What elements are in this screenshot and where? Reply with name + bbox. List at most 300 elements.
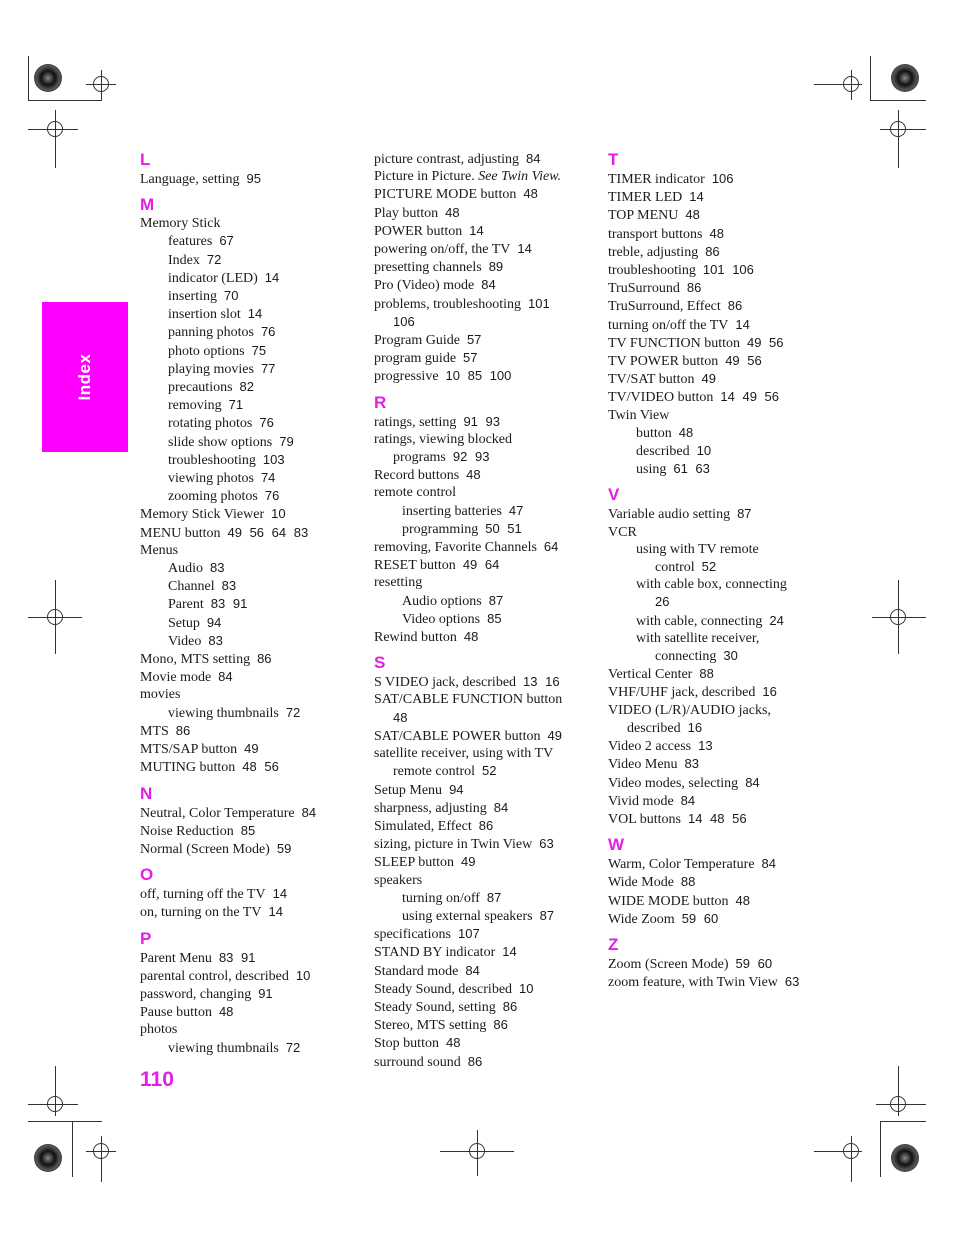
index-column-2 [374, 150, 604, 1071]
index-entry [374, 204, 604, 222]
index-entry [374, 745, 604, 762]
index-entry-pages: 26 [655, 594, 670, 610]
index-entry-term: POWER button [374, 223, 463, 239]
index-entry-pages: 101 106 [702, 262, 754, 278]
index-entry [140, 614, 370, 632]
index-entry [374, 1016, 604, 1034]
index-entry [374, 1053, 604, 1071]
index-entry-pages: 61 63 [673, 461, 710, 477]
index-entry-term: TIMER indicator [608, 172, 705, 187]
index-section [140, 150, 370, 188]
index-entry [608, 683, 838, 701]
index-entry-term: Play button [374, 205, 439, 221]
index-entry [374, 222, 604, 240]
index-entry-term: playing movies [168, 361, 254, 377]
index-entry-pages: 14 49 56 [720, 389, 779, 405]
index-section [608, 485, 838, 828]
index-entry-pages: 67 [219, 233, 234, 249]
index-entry-term: Picture in Picture. [374, 169, 475, 185]
index-entry-term: problems, troubleshooting [374, 296, 521, 312]
index-entry [374, 484, 604, 501]
index-entry [140, 396, 370, 414]
index-entry-term: programming [402, 521, 479, 537]
index-entry [374, 520, 604, 538]
index-entry [374, 853, 604, 871]
index-entry [608, 225, 838, 243]
index-entry-pages: 57 [463, 350, 478, 366]
index-entry-pages: 76 [259, 415, 274, 431]
index-entry-term: Audio [168, 561, 203, 577]
index-entry-term: program guide [374, 351, 457, 367]
index-entry-pages: 84 [526, 151, 541, 166]
index-entry-pages: 86 [493, 1017, 508, 1033]
index-entry [140, 949, 370, 967]
index-entry [608, 702, 838, 719]
index-entry-term: insertion slot [168, 307, 241, 323]
index-entry-term: TOP MENU [608, 208, 679, 224]
index-entry-term: with cable, connecting [636, 613, 763, 629]
section-letter-heading: O [140, 865, 154, 885]
index-entry-term: Parent Menu [140, 950, 212, 966]
index-entry-pages: 94 [206, 614, 222, 630]
index-entry-term: Normal (Screen Mode) [140, 841, 270, 857]
index-entry [374, 592, 604, 610]
index-entry-term: password, changing [140, 986, 252, 1002]
index-entry-term: viewing thumbnails [168, 705, 279, 721]
index-entry-pages: 49 [547, 727, 562, 743]
index-entry-pages: 86 [257, 651, 272, 667]
index-entry-term: TV/SAT button [608, 372, 695, 388]
index-entry [608, 576, 838, 593]
index-section [608, 835, 838, 928]
index-entry-pages: 24 [769, 612, 784, 628]
index-entry-pages: 87 [737, 506, 752, 522]
index-entry [608, 855, 838, 873]
index-entry-pages: 83 [221, 578, 237, 594]
index-entry-term: S VIDEO jack, described [374, 675, 517, 691]
index-entry-term: speakers [374, 872, 423, 888]
index-entry-pages: 88 [680, 874, 696, 890]
index-entry [140, 1003, 370, 1021]
index-entry-pages: 86 [467, 1053, 483, 1069]
index-entry-term: Channel [168, 579, 215, 595]
index-entry [608, 424, 838, 442]
index-entry-term: Vivid mode [608, 793, 674, 809]
index-entry-pages: 83 91 [210, 596, 248, 612]
index-entry-pages: 63 [784, 974, 800, 990]
index-entry [608, 612, 838, 630]
index-entry-pages: 52 [701, 559, 717, 575]
index-entry [608, 973, 838, 991]
index-entry-pages: 85 [487, 610, 502, 626]
index-entry [140, 323, 370, 341]
index-entry-pages: 70 [224, 288, 239, 304]
index-entry-term: sizing, picture in Twin View [374, 837, 533, 853]
index-entry [140, 822, 370, 840]
index-entry-term: Memory Stick [140, 216, 221, 232]
index-entry [608, 297, 838, 315]
index-entry-pages: 48 [218, 1004, 234, 1020]
index-entry-term: Menus [140, 542, 179, 558]
index-entry-term: turning on/off [402, 890, 480, 906]
index-entry-term: Wide Mode [608, 875, 674, 891]
index-entry-term: Pause button [140, 1005, 212, 1021]
index-entry [374, 331, 604, 349]
index-entry-term: VHF/UHF jack, described [608, 685, 756, 701]
index-entry-pages: 48 [709, 225, 724, 241]
index-entry [608, 558, 838, 576]
index-entry [140, 967, 370, 985]
index-entry [374, 349, 604, 367]
index-entry-pages: 106 [393, 313, 415, 329]
index-entry [374, 1034, 604, 1052]
index-entry-pages: 92 93 [452, 449, 490, 465]
index-entry [140, 414, 370, 432]
index-entry-pages: 84 [465, 962, 480, 978]
index-entry-term: Variable audio setting [608, 507, 731, 523]
index-entry-term: programs [393, 450, 446, 466]
index-entry-pages: 87 [539, 907, 555, 923]
index-entry-term: Language, setting [140, 172, 240, 187]
index-entry [608, 630, 838, 647]
index-entry-pages: 14 [689, 189, 704, 205]
index-entry-term: progressive [374, 369, 439, 385]
index-entry-term: Wide Zoom [608, 911, 675, 927]
index-entry [140, 360, 370, 378]
index-entry-term: Parent [168, 597, 204, 613]
index-entry [140, 577, 370, 595]
index-entry-pages: 14 [268, 904, 283, 920]
index-entry [608, 873, 838, 891]
index-entry [374, 799, 604, 817]
index-entry [608, 279, 838, 297]
index-entry-pages: 48 56 [242, 759, 279, 775]
index-entry-term: Movie mode [140, 670, 212, 686]
index-entry [608, 541, 838, 558]
index-entry [140, 1021, 370, 1038]
index-entry-term: photo options [168, 343, 245, 359]
index-entry-pages: 86 [727, 298, 743, 314]
index-entry [374, 872, 604, 889]
index-entry [374, 295, 604, 313]
section-letter-heading: S [374, 653, 386, 673]
index-entry [374, 574, 604, 591]
index-entry-pages: 89 [488, 259, 504, 275]
index-entry-pages: 47 [508, 502, 524, 518]
index-entry [374, 276, 604, 294]
index-entry-term: zoom feature, with Twin View [608, 975, 778, 991]
index-entry [140, 378, 370, 396]
index-entry-pages: 76 [260, 324, 276, 340]
index-entry [608, 261, 838, 279]
index-entry-term: turning on/off the TV [608, 317, 729, 333]
index-entry-term: precautions [168, 380, 233, 396]
index-entry [374, 817, 604, 835]
index-entry-pages: 83 [210, 560, 225, 576]
index-entry-term: picture contrast, adjusting [374, 152, 520, 167]
index-entry-term: troubleshooting [168, 452, 256, 468]
index-entry-pages: 74 [260, 470, 276, 486]
index-entry-pages: 88 [699, 666, 714, 682]
index-entry-term: viewing thumbnails [168, 1040, 279, 1056]
index-entry-pages: 84 [680, 792, 696, 808]
index-entry [608, 810, 838, 828]
index-entry [140, 542, 370, 559]
index-entry-pages: 107 [457, 926, 480, 942]
index-entry [140, 758, 370, 776]
index-entry [140, 704, 370, 722]
index-entry-term: presetting channels [374, 260, 482, 276]
index-entry [140, 686, 370, 703]
index-entry-pages: 48 [678, 424, 694, 440]
index-section [140, 929, 370, 1057]
index-entry [140, 232, 370, 250]
index-entry-term: TIMER LED [608, 190, 683, 206]
index-entry-term: movies [140, 687, 181, 703]
index-entry-pages: 10 [519, 980, 534, 996]
index-entry-pages: 59 [276, 840, 292, 856]
index-entry-term: button [636, 425, 672, 441]
index-entry-pages: 84 [481, 277, 496, 293]
index-entry-term: features [168, 234, 213, 250]
index-entry-term: with satellite receiver, [636, 630, 760, 646]
index-entry-pages: 87 [486, 889, 502, 905]
index-entry-term: with cable box, connecting [636, 577, 787, 593]
index-entry [374, 980, 604, 998]
index-entry-pages: 16 [687, 719, 703, 735]
index-section [374, 393, 604, 647]
index-entry [140, 342, 370, 360]
index-entry-pages: 48 [523, 186, 538, 202]
index-entry-pages: 59 60 [681, 910, 719, 926]
section-letter-heading: R [374, 392, 387, 412]
index-entry-term: VIDEO (L/R)/AUDIO jacks, [608, 702, 771, 718]
index-column-3 [608, 150, 838, 991]
index-entry [140, 885, 370, 903]
index-entry-term: remote control [393, 764, 476, 780]
index-entry [374, 466, 604, 484]
index-entry-pages: 14 [502, 944, 517, 960]
index-entry-pages: 82 [239, 379, 254, 395]
index-entry-pages: 52 [482, 763, 497, 779]
index-entry-pages: 48 [685, 207, 700, 223]
index-entry-pages: 48 [463, 629, 479, 645]
index-entry-pages: 10 [271, 506, 286, 522]
index-entry-term: inserting batteries [402, 503, 502, 519]
index-entry-pages: 64 [543, 539, 559, 555]
index-entry-pages: 49 56 [725, 353, 762, 369]
index-entry [140, 287, 370, 305]
index-entry-term: Index [168, 252, 200, 268]
section-letter-heading: W [608, 835, 625, 855]
section-letter-heading: P [140, 928, 152, 948]
index-entry-term: treble, adjusting [608, 244, 699, 260]
index-entry [608, 170, 838, 188]
index-entry [140, 269, 370, 287]
index-entry-pages: 86 [478, 817, 494, 833]
index-entry-term: MUTING button [140, 760, 236, 776]
index-entry-term: troubleshooting [608, 263, 696, 279]
index-entry-term: Steady Sound, setting [374, 999, 496, 1015]
section-letter-heading: V [608, 485, 620, 505]
index-entry-term: off, turning off the TV [140, 887, 266, 903]
index-entry [374, 240, 604, 258]
index-entry-term: slide show options [168, 434, 273, 450]
index-entry-term: parental control, described [140, 968, 289, 984]
index-entry [374, 367, 604, 385]
index-entry-term: Video [168, 633, 202, 649]
index-entry [608, 407, 838, 424]
index-entry-term: transport buttons [608, 226, 703, 242]
index-entry [140, 840, 370, 858]
index-entry-term: Neutral, Color Temperature [140, 805, 295, 821]
index-entry-term: described [636, 444, 690, 460]
index-entry [608, 505, 838, 523]
index-entry-pages: 84 [493, 799, 509, 815]
index-entry-pages: 101 [528, 295, 550, 311]
index-section [140, 784, 370, 859]
index-entry-term: powering on/off, the TV [374, 242, 511, 258]
index-entry [140, 524, 370, 542]
index-entry [374, 835, 604, 853]
index-column-1 [140, 150, 370, 1057]
index-entry-pages: 59 60 [735, 955, 773, 971]
index-entry [374, 691, 604, 708]
page-number: 110 [140, 1068, 174, 1091]
index-entry-pages: 63 [539, 836, 554, 852]
index-entry-term: Zoom (Screen Mode) [608, 956, 729, 972]
index-entry [140, 740, 370, 758]
index-entry-pages: 87 [488, 592, 504, 608]
index-entry [374, 762, 604, 780]
index-entry-pages: 95 [246, 171, 261, 186]
index-entry [374, 185, 604, 203]
index-entry-term: Standard mode [374, 963, 459, 979]
index-entry-term: TV FUNCTION button [608, 335, 740, 351]
index-entry [140, 305, 370, 323]
index-entry-term: satellite receiver, using with TV [374, 746, 554, 762]
index-entry [140, 903, 370, 921]
index-entry [608, 910, 838, 928]
index-entry [608, 334, 838, 352]
index-entry [140, 251, 370, 269]
index-entry-pages: 76 [264, 488, 280, 504]
index-entry-pages: 49 [461, 854, 476, 870]
section-letter-heading: M [140, 195, 155, 215]
index-entry-term: Memory Stick Viewer [140, 507, 265, 523]
index-entry-cross-reference: See Twin View. [478, 169, 562, 185]
index-entry-term: Simulated, Effect [374, 818, 472, 834]
index-entry-pages: 85 [240, 822, 256, 838]
index-entry-term: VOL buttons [608, 811, 681, 827]
index-entry [374, 943, 604, 961]
index-entry-term: remote control [374, 485, 457, 501]
section-letter-heading: Z [608, 934, 619, 954]
index-entry-term: Setup [168, 615, 200, 631]
index-section [608, 935, 838, 991]
index-entry-term: SLEEP button [374, 855, 454, 871]
index-entry-term: ratings, viewing blocked [374, 431, 513, 447]
index-entry-term: ratings, setting [374, 414, 457, 430]
index-entry-pages: 14 [469, 222, 484, 238]
index-entry-pages: 86 [502, 998, 518, 1014]
index-entry [140, 668, 370, 686]
index-entry [374, 673, 604, 691]
index-section [608, 150, 838, 478]
index-entry-pages: 94 [449, 781, 464, 797]
index-entry [374, 168, 604, 185]
index-entry-term: Noise Reduction [140, 823, 234, 839]
index-entry-term: MENU button [140, 525, 221, 541]
index-entry [140, 595, 370, 613]
index-entry-pages: 16 [762, 684, 777, 700]
index-entry-pages: 30 [723, 648, 738, 664]
index-section [140, 195, 370, 776]
index-entry-pages: 84 [218, 669, 233, 685]
index-entry-pages: 13 [698, 738, 713, 754]
index-entry-pages: 14 [517, 241, 532, 257]
index-entry [140, 804, 370, 822]
index-entry [140, 469, 370, 487]
index-entry [140, 487, 370, 505]
index-entry-pages: 10 85 100 [445, 368, 512, 384]
index-entry-term: TV POWER button [608, 354, 719, 370]
index-entry [608, 524, 838, 541]
index-entry-term: Mono, MTS setting [140, 652, 251, 668]
index-entry [140, 433, 370, 451]
index-entry [608, 316, 838, 334]
index-entry [374, 781, 604, 799]
index-entry-pages: 84 [761, 856, 776, 872]
index-entry-pages: 83 91 [218, 949, 256, 965]
index-entry [374, 431, 604, 448]
index-entry-term: STAND BY indicator [374, 945, 496, 961]
index-entry-pages: 86 [705, 243, 720, 259]
index-entry [608, 955, 838, 973]
index-section [140, 865, 370, 921]
index-entry-term: inserting [168, 289, 217, 305]
index-entry-term: Video Menu [608, 757, 678, 773]
index-entry-term: Audio options [402, 593, 482, 609]
index-entry-pages: 83 [208, 632, 223, 648]
index-entry-pages: 14 [247, 306, 263, 322]
index-entry [374, 925, 604, 943]
index-entry-term: Video options [402, 611, 481, 627]
index-entry-pages: 103 [262, 451, 285, 467]
index-entry-term: Video modes, selecting [608, 775, 739, 791]
index-entry-term: zooming photos [168, 489, 258, 505]
index-entry-pages: 91 [258, 985, 273, 1001]
index-entry-pages: 49 64 [462, 557, 500, 573]
index-entry [140, 1039, 370, 1057]
index-entry [374, 727, 604, 745]
index-entry [140, 722, 370, 740]
index-section [374, 653, 604, 1070]
index-entry-term: MTS/SAP button [140, 742, 238, 758]
index-entry [608, 647, 838, 665]
section-letter-heading: N [140, 783, 153, 803]
index-entry [608, 370, 838, 388]
index-entry-term: Twin View [608, 407, 670, 423]
index-entry-term: Program Guide [374, 333, 460, 349]
index-entry-term: described [627, 720, 681, 736]
section-letter-heading: L [140, 150, 151, 169]
index-entry-term: surround sound [374, 1054, 461, 1070]
index-entry [608, 892, 838, 910]
index-entry-term: VCR [608, 524, 637, 540]
index-entry-pages: 71 [228, 397, 244, 413]
index-entry [608, 243, 838, 261]
